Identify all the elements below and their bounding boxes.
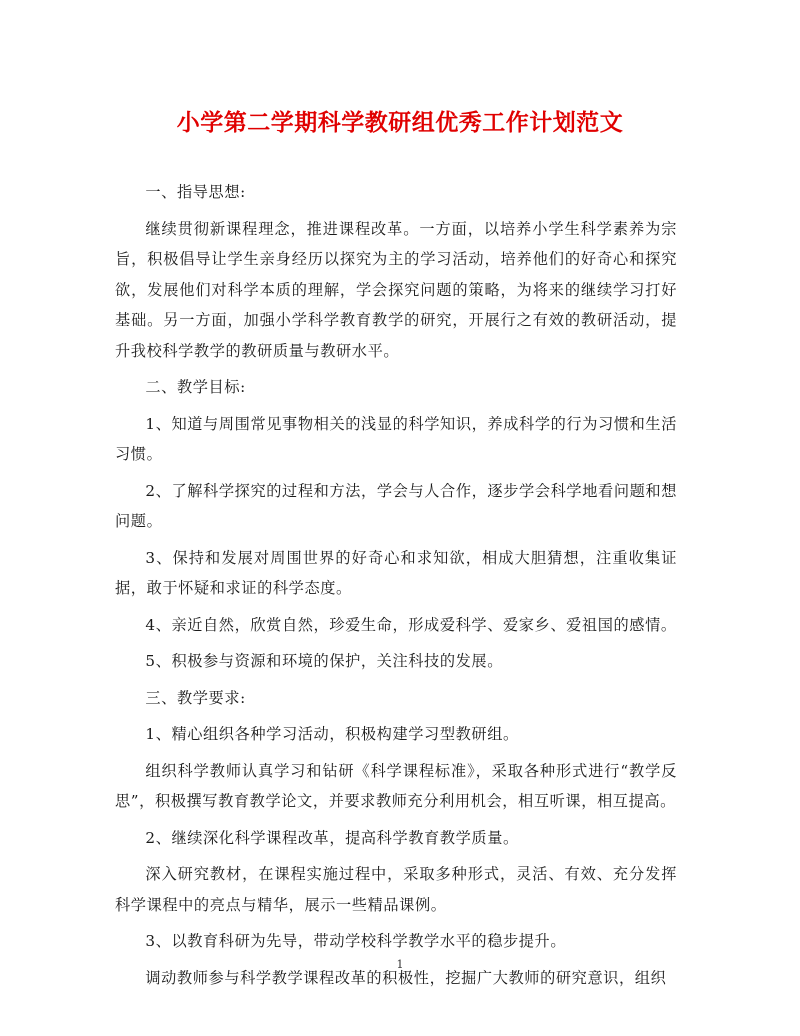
document-body [115, 177, 677, 999]
goal-item-1: 1、知道与周围常见事物相关的浅显的科学知识，养成科学的行为习惯和生活习惯。 [115, 414, 677, 463]
requirement-item-2: 2、继续深化科学课程改革，提高科学教育教学质量。 [145, 828, 519, 847]
requirement-detail-2: 深入研究教材，在课程实施过程中，采取多种形式，灵活、有效、充分发挥科学课程中的亮点与精华，展示一些精品课例。 [115, 865, 677, 914]
goal-item-5: 5、积极参与资源和环境的保护，关注科技的发展。 [145, 652, 503, 670]
requirement-item-3: 3、以教育科研为先导，带动学校科学教学水平的稳步提升。 [145, 932, 567, 950]
requirement-detail-3: 调动教师参与科学教学课程改革的积极性，挖掘广大教师的研究意识，组织 [145, 968, 667, 987]
section-heading-teaching-goals: 二、教学目标: [145, 378, 246, 396]
goal-item-3: 3、保持和发展对周围世界的好奇心和求知欲，相成大胆猜想，注重收集证据，敢于怀疑和求证的科学态度。 [115, 548, 677, 597]
section-heading-guiding-thought: 一、指导思想: [145, 183, 246, 201]
requirement-item-1: 1、精心组织各种学习活动，积极构建学习型教研组。 [145, 725, 519, 743]
goal-item-2: 2、了解科学探究的过程和方法，学会与人合作，逐步学会科学地看问题和想问题。 [115, 481, 677, 530]
goal-item-4: 4、亲近自然，欣赏自然，珍爱生命，形成爱科学、爱家乡、爱祖国的感情。 [145, 615, 677, 634]
paragraph-guiding-thought: 继续贯彻新课程理念，推进课程改革。一方面，以培养小学生科学素养为宗旨，积极倡导让学生亲身经历以探究为主的学习活动，培养他们的好奇心和探究欲，发展他们对科学本质的理解，学会探究问题的策略，为将来的继续学习打好基础。另一方面，加强小学科学教育教学的研究，开展行之有效的教研活动，提升我校科学教学的教研质量与教研水平。 [115, 219, 677, 360]
requirement-detail-1: 组织科学教师认真学习和钻研《科学课程标准》，采取各种形式进行“教学反思”，积极撰写教育教学论文，并要求教师充分利用机会，相互听课，相互提高。 [115, 761, 677, 810]
page-number: 1 [396, 958, 404, 971]
section-heading-teaching-requirements: 三、教学要求: [145, 688, 246, 707]
document-title: 小学第二学期科学教研组优秀工作计划范文 [176, 109, 624, 136]
